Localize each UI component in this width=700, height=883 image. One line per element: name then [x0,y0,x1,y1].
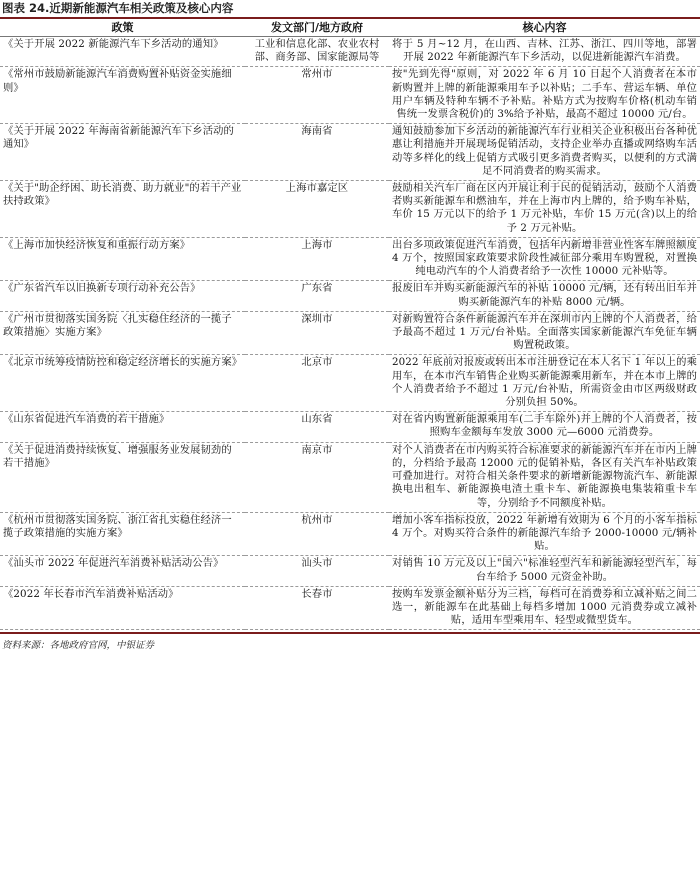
table-row [0,124,700,181]
table-header-row [0,19,700,37]
dept-cell: 南京市 [301,443,333,456]
dept-cell: 山东省 [301,413,333,426]
policy-cell: 《常州市鼓励新能源汽车消费购置补贴资金实施细则》 [3,68,232,94]
table-row [0,311,700,355]
dept-cell: 广东省 [301,282,333,295]
header-content: 核心内容 [389,19,700,37]
policy-cell: 《广东省汽车以旧换新专项行动补充公告》 [3,282,201,295]
dept-cell: 长春市 [301,587,333,600]
table-row [0,67,700,124]
content-cell: 对个人消费者在市内购买符合标准要求的新能源汽车并在市内上牌的，分档给予最高 12000 元的促销补贴，各区有关汽车补贴政策可叠加进行。对符合相关条件要求的新增新能源物流汽车、新能源换电出租车、新能源换电渣土重卡车、新能源换电集装箱重卡车等，分别给予不同额度补贴。 [392,443,697,509]
table-row [0,281,700,311]
table-row [0,37,700,67]
policy-cell: 《上海市加快经济恢复和重振行动方案》 [3,238,191,251]
table-caption: 图表 24.近期新能源汽车相关政策及核心内容 [0,0,700,19]
dept-cell: 海南省 [301,125,333,138]
content-cell: 通知鼓励参加下乡活动的新能源汽车行业相关企业积极出台各种优惠让利措施并开展现场促销活动，支持企业举办直播或网络购车活动等多样化的线上促销方式吸引更多消费者购买，以便利的方式满足不同消费者的购买需求。 [392,125,697,177]
dept-cell: 上海市嘉定区 [285,182,349,195]
dept-cell: 杭州市 [301,513,333,526]
policy-cell: 《关于促进消费持续恢复、增强服务业发展韧劲的若干措施》 [3,443,232,469]
dept-cell: 北京市 [301,356,333,369]
dept-cell: 工业和信息化部、农业农村部、商务部、国家能源局等 [254,38,380,64]
table-row [0,512,700,556]
table-row [0,586,700,630]
table-row [0,412,700,442]
policy-cell: 《2022 年长春市汽车消费补贴活动》 [3,587,179,600]
content-cell: 对销售 10 万元及以上"国六"标准轻型汽车和新能源轻型汽车，每台车给予 5000 元资金补助。 [392,557,697,583]
header-policy: 政策 [0,19,245,37]
content-cell: 鼓励相关汽车厂商在区内开展让利于民的促销活动，鼓励个人消费者购买新能源车和燃油车，并在上海市内上牌的，给予购车补贴，车价 15 万元以下的给予 1 万元补贴，车价 15 万元(含)以上的给予 2 万元补贴。 [392,182,697,234]
content-cell: 2022 年底前对报废或转出本市注册登记在本人名下 1 年以上的乘用车，在本市汽车销售企业购买新能源乘用新车，并在本市上牌的个人消费者给予不超过 1 万元/台补贴，所需资金由市区两级财政分别负担 50%。 [392,356,697,409]
table-row [0,442,700,512]
table-row [0,355,700,412]
policy-cell: 《关于开展 2022 新能源汽车下乡活动的通知》 [3,38,224,50]
content-cell: 报废旧车并购买新能源汽车的补贴 10000 元/辆，还有转出旧车并购买新能源汽车的补贴 8000 元/辆。 [392,282,697,308]
policy-cell: 《广州市贯彻落实国务院〈扎实稳住经济的一揽子政策措施〉实施方案》 [3,312,232,339]
content-cell: 增加小客车指标投放，2022 年新增有效期为 6 个月的小客车指标 4 万个。对购买符合条件的新能源汽车给予 2000-10000 元/辆补贴。 [392,513,697,553]
content-cell: 将于 5 月~12 月，在山西、吉林、江苏、浙江、四川等地，部署开展 2022 年新能源汽车下乡活动，以促进新能源汽车消费。 [392,38,697,64]
content-cell: 按购车发票金额补贴分为三档，每档可在消费券和立减补贴之间二选一，新能源车在此基础上每档多增加 1000 元消费券或立减补贴，适用车型乘用车、轻型或微型货车。 [392,587,697,627]
content-cell: 按"先到先得"原则，对 2022 年 6 月 10 日起个人消费者在本市新购置并上牌的新能源乘用车予以补贴；二手车、营运车辆、单位用户车辆及特种车辆不予补贴。补贴方式为按购车价格(机动车销售统一发票含税价)的 3%给予补贴，最高不超过 10000 元/台。 [392,68,697,121]
table-row [0,556,700,586]
policy-cell: 《北京市统筹疫情防控和稳定经济增长的实施方案》 [3,356,243,369]
source-note: 资料来源：各地政府官网，中银证券 [0,632,700,654]
content-cell: 出台多项政策促进汽车消费，包括年内新增非营业性客车牌照额度 4 万个，按照国家政策要求阶段性减征部分乘用车购置税，对置换纯电动汽车的个人消费者给予一次性 10000 元补贴等。 [392,238,697,278]
policy-cell: 《山东省促进汽车消费的若干措施》 [3,413,170,426]
content-cell: 对在省内购置新能源乘用车(二手车除外)并上牌的个人消费者，按照购车金额每车发放 3000 元—6000 元消费券。 [392,413,697,439]
content-cell: 对新购置符合条件新能源汽车并在深圳市内上牌的个人消费者，给予最高不超过 1 万元/台补贴。全面落实国家新能源汽车免征车辆购置税政策。 [392,312,697,352]
dept-cell: 深圳市 [301,312,333,325]
policy-cell: 《关于开展 2022 年海南省新能源汽车下乡活动的通知》 [3,125,234,151]
table-row [0,237,700,281]
policy-cell: 《杭州市贯彻落实国务院、浙江省扎实稳住经济一揽子政策措施的实施方案》 [3,513,232,539]
table-row [0,181,700,238]
header-dept: 发文部门/地方政府 [245,19,389,37]
policy-table [0,19,700,630]
policy-cell: 《关于"助企纾困、助长消费、助力就业"的若干产业扶持政策》 [3,182,242,208]
dept-cell: 汕头市 [301,557,333,570]
dept-cell: 上海市 [301,238,333,251]
dept-cell: 常州市 [301,68,333,81]
policy-cell: 《汕头市 2022 年促进汽车消费补贴活动公告》 [3,557,224,570]
